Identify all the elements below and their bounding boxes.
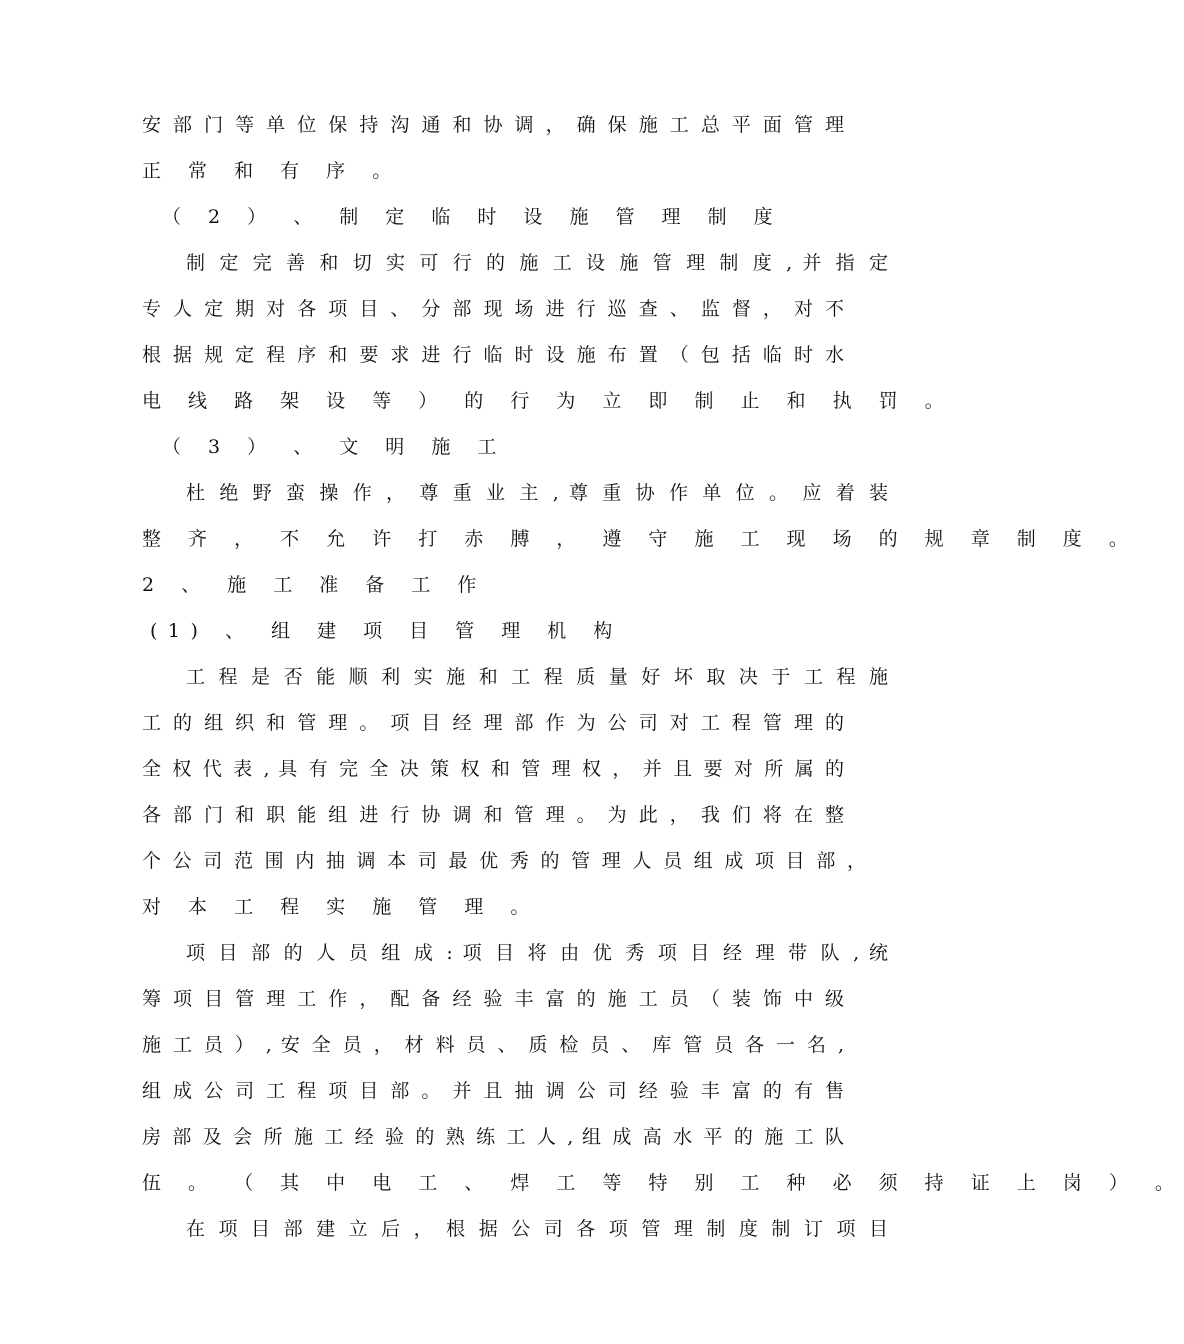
paragraph-line: 施 工 员 ） , 安 全 员 ， 材 料 员 、 质 检 员 、 库 管 员 各 一 名 , — [142, 1034, 844, 1056]
paragraph-line: 制 定 完 善 和 切 实 可 行 的 施 工 设 施 管 理 制 度 , 并 指 定 — [186, 252, 888, 274]
paragraph-line: 伍 。 （ 其 中 电 工 、 焊 工 等 特 别 工 种 必 须 持 证 上 岗 ） 。 — [142, 1172, 1184, 1194]
section-heading: (1) 、 组 建 项 目 管 理 机 构 — [150, 620, 623, 642]
section-heading: （ 3 ） 、 文 明 施 工 — [162, 436, 507, 458]
paragraph-line: 筹 项 目 管 理 工 作 ， 配 备 经 验 丰 富 的 施 工 员 （ 装 饰 中 级 — [142, 988, 844, 1010]
section-heading: （ 2 ） 、 制 定 临 时 设 施 管 理 制 度 — [162, 206, 784, 228]
section-heading: 2 、 施 工 准 备 工 作 — [142, 574, 487, 596]
paragraph-line: 根 据 规 定 程 序 和 要 求 进 行 临 时 设 施 布 置 （ 包 括 临 时 水 — [142, 344, 844, 366]
paragraph-line: 个 公 司 范 围 内 抽 调 本 司 最 优 秀 的 管 理 人 员 组 成 项 目 部 ， — [142, 850, 866, 872]
paragraph-line: 杜 绝 野 蛮 操 作 ， 尊 重 业 主 , 尊 重 协 作 单 位 。 应 着 装 — [186, 482, 888, 504]
paragraph-line: 各 部 门 和 职 能 组 进 行 协 调 和 管 理 。 为 此 ， 我 们 将 在 整 — [142, 804, 844, 826]
paragraph-line: 全 权 代 表 , 具 有 完 全 决 策 权 和 管 理 权 ， 并 且 要 对 所 属 的 — [142, 758, 844, 780]
paragraph-line: 专 人 定 期 对 各 项 目 、 分 部 现 场 进 行 巡 查 、 监 督 ， 对 不 — [142, 298, 844, 320]
paragraph-line: 工 程 是 否 能 顺 利 实 施 和 工 程 质 量 好 坏 取 决 于 工 程 施 — [186, 666, 888, 688]
paragraph-line: 工 的 组 织 和 管 理 。 项 目 经 理 部 作 为 公 司 对 工 程 管 理 的 — [142, 712, 844, 734]
paragraph-line: 电 线 路 架 设 等 ） 的 行 为 立 即 制 止 和 执 罚 。 — [142, 390, 955, 412]
paragraph-line: 正 常 和 有 序 。 — [142, 160, 402, 182]
paragraph-line: 在 项 目 部 建 立 后 ， 根 据 公 司 各 项 管 理 制 度 制 订 项 目 — [186, 1218, 888, 1240]
paragraph-line: 对 本 工 程 实 施 管 理 。 — [142, 896, 540, 918]
paragraph-line: 项 目 部 的 人 员 组 成 : 项 目 将 由 优 秀 项 目 经 理 带 队 , 统 — [186, 942, 888, 964]
paragraph-line: 整 齐 ， 不 允 许 打 赤 膊 ， 遵 守 施 工 现 场 的 规 章 制 度 。 — [142, 528, 1139, 550]
paragraph-line: 房 部 及 会 所 施 工 经 验 的 熟 练 工 人 , 组 成 高 水 平 的 施 工 队 — [142, 1126, 844, 1148]
paragraph-line: 组 成 公 司 工 程 项 目 部 。 并 且 抽 调 公 司 经 验 丰 富 的 有 售 — [142, 1080, 844, 1102]
paragraph-line: 安 部 门 等 单 位 保 持 沟 通 和 协 调 ， 确 保 施 工 总 平 面 管 理 — [142, 114, 844, 136]
